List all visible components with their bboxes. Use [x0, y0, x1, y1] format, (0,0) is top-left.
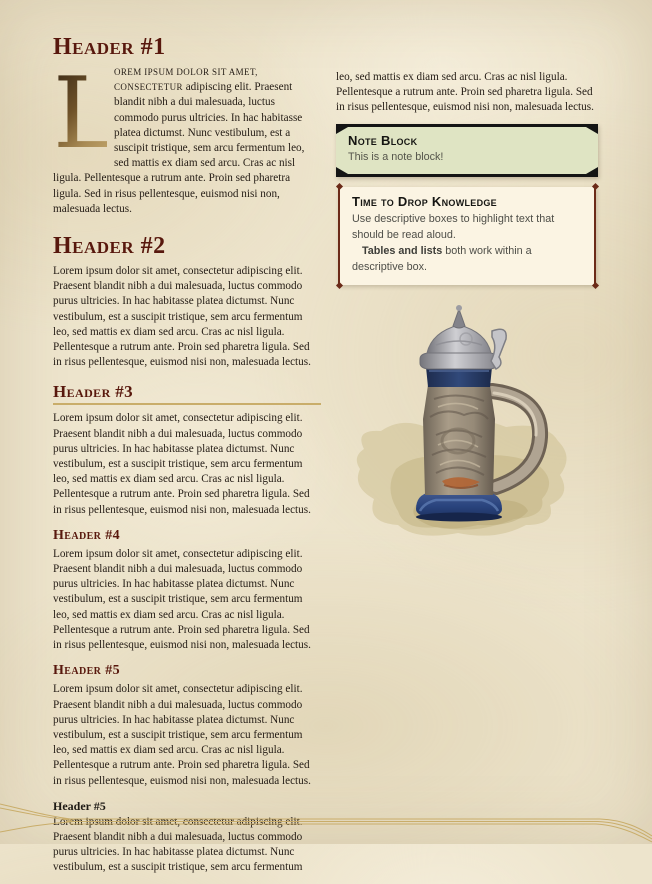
section-5-paragraph: Lorem ipsum dolor sit amet, consectetur adipiscing elit. Praesent blandit nibh a dui malesuada, luctus commodo purus ultricies. In hac habitasse platea dictumst. Nunc vestibulum, est a suscipit tristique, sem arcu fermentum leo, sed mattis ex diam sed arcu. Cras ac nisl ligula. Pellentesque a rutrum ante. Proin sed pharetra ligula. Sed in risus pellentesque, euismod nisi non, malesuada lectus.	[53, 683, 311, 787]
intro-body-text: adipiscing elit. Praesent blandit nibh a dui malesuada, luctus commodo purus ultricies. In hac habitasse platea dictumst. Nunc vestibulum, est a suscipit tristique, sem arcu fermentum leo, sed mattis ex diam sed arcu. Cras ac nisl ligula. Pellentesque a rutrum ante. Proin sed pharetra ligula. Sed in risus pellentesque, euismod nisi non, malesuada lectus.	[53, 81, 305, 215]
header-5: Header #5	[53, 663, 120, 679]
header-3: Header #3	[53, 382, 321, 405]
footer-accent-flourish	[0, 800, 652, 844]
intro-lead-smallcaps: OREM IPSUM DOLOR SIT AMET, CONSECTETUR	[114, 67, 258, 93]
left-column	[53, 34, 321, 884]
descriptive-box-line1: Use descriptive boxes to highlight text that should be read aloud.	[352, 213, 555, 242]
section-2-paragraph: Lorem ipsum dolor sit amet, consectetur adipiscing elit. Praesent blandit nibh a dui malesuada, luctus commodo purus ultricies. In hac habitasse platea dictumst. Nunc vestibulum, est a suscipit tristique, sem arcu fermentum leo, sed mattis ex diam sed arcu. Cras ac nisl ligula. Pellentesque a rutrum ante. Proin sed pharetra ligula. Sed in risus pellentesque, euismod nisi non, malesuada lectus.	[53, 265, 311, 369]
header-4: Header #4	[53, 527, 120, 543]
section-6-paragraph: Lorem ipsum dolor sit amet, consectetur adipiscing elit. Praesent blandit nibh a dui malesuada, luctus commodo purus ultricies. In hac habitasse platea dictumst. Nunc vestibulum, est a suscipit tristique, sem arcu fermentum	[53, 815, 303, 874]
note-corner-triangle-icon	[336, 167, 348, 174]
beer-stein-illustration	[346, 299, 578, 547]
stein-body	[423, 385, 495, 495]
note-corner-triangle-icon	[586, 167, 598, 174]
descriptive-box	[338, 187, 596, 285]
descriptive-corner-dot-icon	[335, 282, 342, 289]
header-5-bold: Header #5	[53, 798, 106, 813]
stein-thumblift	[491, 329, 506, 369]
note-block	[336, 124, 598, 178]
descriptive-box-line2	[352, 243, 582, 275]
note-block-body: This is a note block!	[348, 150, 444, 163]
descriptive-corner-dot-icon	[591, 282, 598, 289]
note-corner-triangle-icon	[586, 127, 598, 134]
descriptive-box-title: Time to Drop Knowledge	[352, 194, 497, 210]
descriptive-corner-dot-icon	[591, 183, 598, 190]
descriptive-bold-lead: Tables and lists	[362, 245, 443, 258]
note-block-title: Note Block	[348, 132, 418, 148]
descriptive-corner-dot-icon	[335, 183, 342, 190]
right-column	[336, 58, 598, 547]
stein-collar	[426, 367, 492, 387]
intro-paragraph	[53, 57, 321, 217]
beer-stein-svg	[346, 299, 578, 547]
section-3-paragraph: Lorem ipsum dolor sit amet, consectetur adipiscing elit. Praesent blandit nibh a dui malesuada, luctus commodo purus ultricies. In hac habitasse platea dictumst. Nunc vestibulum, est a suscipit tristique, sem arcu fermentum leo, sed mattis ex diam sed arcu. Cras ac nisl ligula. Pellentesque a rutrum ante. Proin sed pharetra ligula. Sed in risus pellentesque, euismod nisi non, malesuada lectus.	[53, 412, 311, 516]
stein-foot	[416, 492, 502, 522]
descriptive-line2-rest: both work within a descriptive box.	[352, 245, 532, 274]
section-4-paragraph: Lorem ipsum dolor sit amet, consectetur adipiscing elit. Praesent blandit nibh a dui malesuada, luctus commodo purus ultricies. In hac habitasse platea dictumst. Nunc vestibulum, est a suscipit tristique, sem arcu fermentum leo, sed mattis ex diam sed arcu. Cras ac nisl ligula. Pellentesque a rutrum ante. Proin sed pharetra ligula. Sed in risus pellentesque, euismod nisi non, malesuada lectus.	[53, 547, 311, 652]
stein-lid	[420, 305, 498, 369]
continuation-paragraph: leo, sed mattis ex diam sed arcu. Cras ac nisl ligula. Pellentesque a rutrum ante. Proin sed pharetra ligula. Sed in risus pellentesque, euismod nisi non, malesuada lectus.	[336, 71, 594, 114]
note-corner-triangle-icon	[336, 127, 348, 134]
dropcap-letter: L	[53, 57, 119, 171]
header-1: Header #1	[53, 34, 166, 60]
header-2: Header #2	[53, 233, 166, 260]
